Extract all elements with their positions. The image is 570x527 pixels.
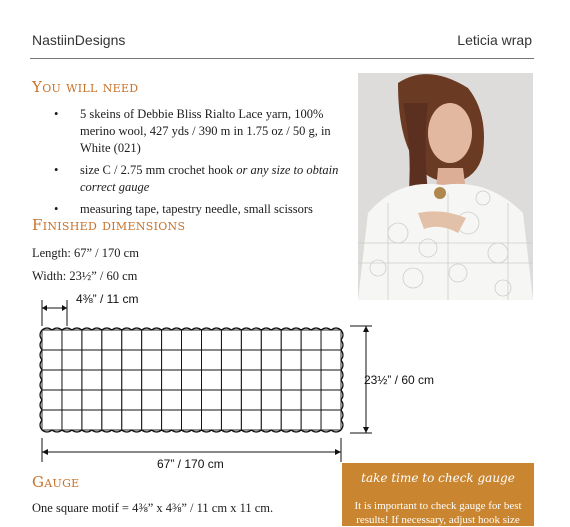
callout-body: It is important to check gauge for best results! If necessary, adjust hook size — [354, 500, 522, 526]
finished-dimensions-title: Finished dimensions — [32, 216, 186, 234]
gauge-text: One square motif = 4⅜” x 4⅜” / 11 cm x 11 cm. — [32, 501, 274, 515]
length-dimension — [42, 438, 341, 471]
motif-size-label: 4⅜” / 11 cm — [76, 292, 139, 306]
gauge-callout — [342, 463, 534, 526]
width-dimension — [350, 326, 434, 433]
supply-item-yarn: • 5 skeins of Debbie Bliss Rialto Lace yarn, 100% merino wool, 427 yds / 390 m in 1.75 oz / 50 g, in White (021) — [54, 107, 331, 155]
bullet-dot-icon: • — [54, 163, 59, 177]
gauge-title: Gauge — [32, 473, 80, 491]
width-text: Width: 23½” / 60 cm — [32, 269, 138, 283]
wrap-length-label: 67” / 170 cm — [157, 457, 224, 471]
callout-title: take time to check gauge — [361, 471, 515, 485]
bullet-dot-icon: • — [54, 107, 59, 121]
you-will-need-title: You will need — [32, 78, 139, 96]
wrap-grid — [40, 328, 343, 432]
wrap-width-label: 23½” / 60 cm — [364, 373, 435, 387]
length-text: Length: 67” / 170 cm — [32, 246, 139, 260]
motif-dimension — [42, 292, 138, 326]
supply-item-hook: • size C / 2.75 mm crochet hook or any size to obtain correct gauge — [54, 163, 339, 194]
brand-name: NastiinDesigns — [32, 32, 126, 48]
pattern-name: Leticia wrap — [457, 32, 532, 48]
bullet-dot-icon: • — [54, 202, 59, 216]
wrap-scalloped-edge — [40, 328, 343, 432]
supply-item-tools: • measuring tape, tapestry needle, small scissors — [54, 202, 313, 216]
